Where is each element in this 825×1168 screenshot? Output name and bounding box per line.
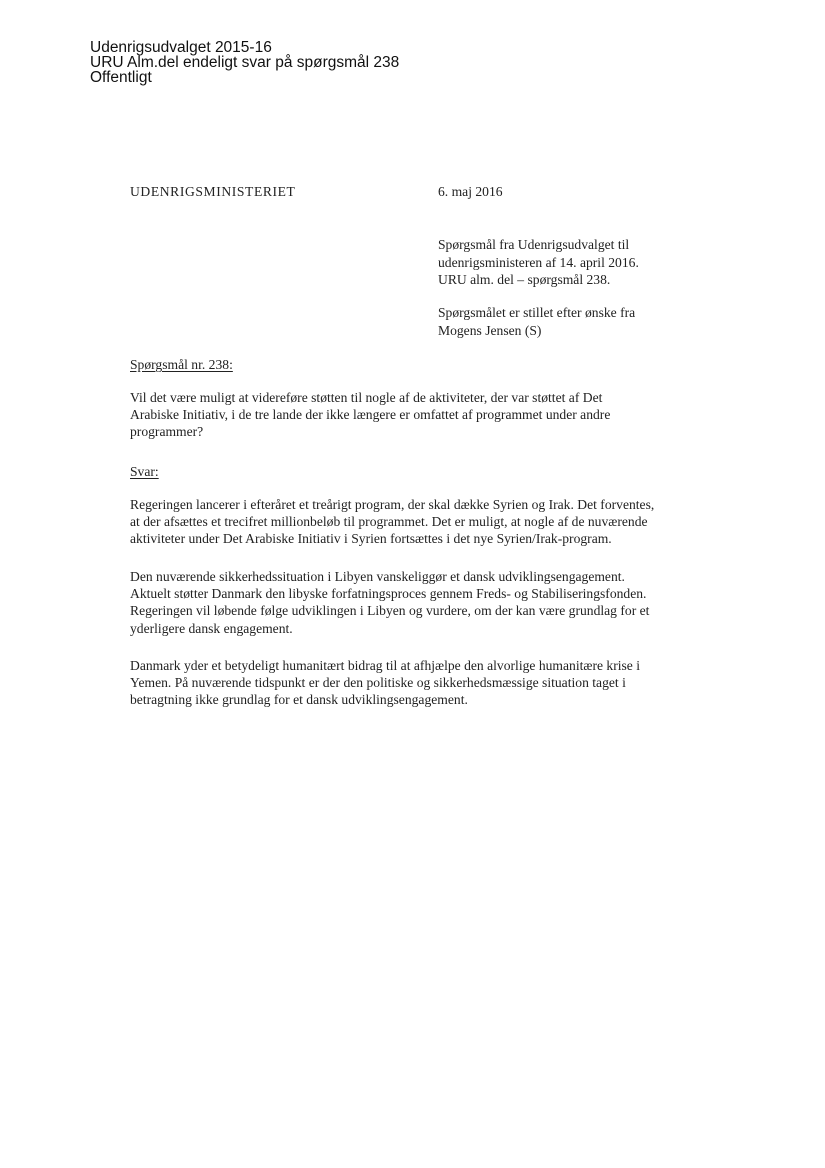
- question-line: Arabiske Initiativ, i de tre lande der ikke længere er omfattet af programmet under andre: [130, 407, 611, 423]
- answer-paragraph: [130, 496, 710, 548]
- answer-line: betragtning ikke grundlag for et dansk udviklingsengagement.: [130, 692, 468, 708]
- answer-line: yderligere dansk engagement.: [130, 620, 293, 636]
- answer-line: aktiviteter under Det Arabiske Initiativ i Syrien fortsættes i det nye Syrien/Irak-program.: [130, 531, 612, 547]
- question-heading: Spørgsmål nr. 238:: [130, 357, 233, 372]
- answer-line: Danmark yder et betydeligt humanitært bidrag til at afhjælpe den alvorlige humanitære krise i: [130, 658, 641, 673]
- answer-heading: Svar:: [130, 464, 159, 479]
- parliament-stamp: [90, 40, 399, 85]
- question-reference: [438, 236, 698, 289]
- answer-line: Regeringen lancerer i efteråret et treårigt program, der skal dække Syrien og Irak. Det forventes,: [130, 497, 655, 512]
- requested-by-line: Spørgsmålet er stillet efter ønske fra: [438, 305, 636, 320]
- requested-by-line: Mogens Jensen (S): [438, 322, 542, 338]
- answer-line: Aktuelt støtter Danmark den libyske forfatningsproces gennem Freds- og Stabiliseringsfonden.: [130, 586, 647, 602]
- stamp-document-ref: URU Alm.del endeligt svar på spørgsmål 238: [90, 54, 400, 71]
- reference-line: URU alm. del – spørgsmål 238.: [438, 272, 611, 287]
- letter-date: 6. maj 2016: [438, 184, 503, 199]
- answer-paragraph: [130, 657, 710, 709]
- requested-by: [438, 304, 698, 339]
- answer-line: Den nuværende sikkerhedssituation i Libyen vanskeliggør et dansk udviklingsengagement.: [130, 569, 625, 584]
- ministry-name: UDENRIGSMINISTERIET: [130, 184, 296, 199]
- question-line: Vil det være muligt at videreføre støtten til nogle af de aktiviteter, der var støttet af Det: [130, 390, 603, 405]
- stamp-classification: Offentligt: [90, 69, 152, 86]
- question-line: programmer?: [130, 424, 204, 440]
- reference-line: Spørgsmål fra Udenrigsudvalget til: [438, 237, 630, 252]
- answer-paragraph: [130, 568, 710, 637]
- answer-line: Yemen. På nuværende tidspunkt er der den politiske og sikkerhedsmæssige situation taget i: [130, 675, 626, 691]
- reference-line: udenrigsministeren af 14. april 2016.: [438, 254, 639, 270]
- question-text: [130, 389, 710, 441]
- answer-line: Regeringen vil løbende følge udviklingen i Libyen og vurdere, om der kan være grundlag for et: [130, 603, 650, 619]
- stamp-committee: Udenrigsudvalget 2015-16: [90, 39, 272, 56]
- answer-line: at der afsættes et trecifret millionbeløb til programmet. Det er muligt, at nogle af de nuværende: [130, 514, 648, 530]
